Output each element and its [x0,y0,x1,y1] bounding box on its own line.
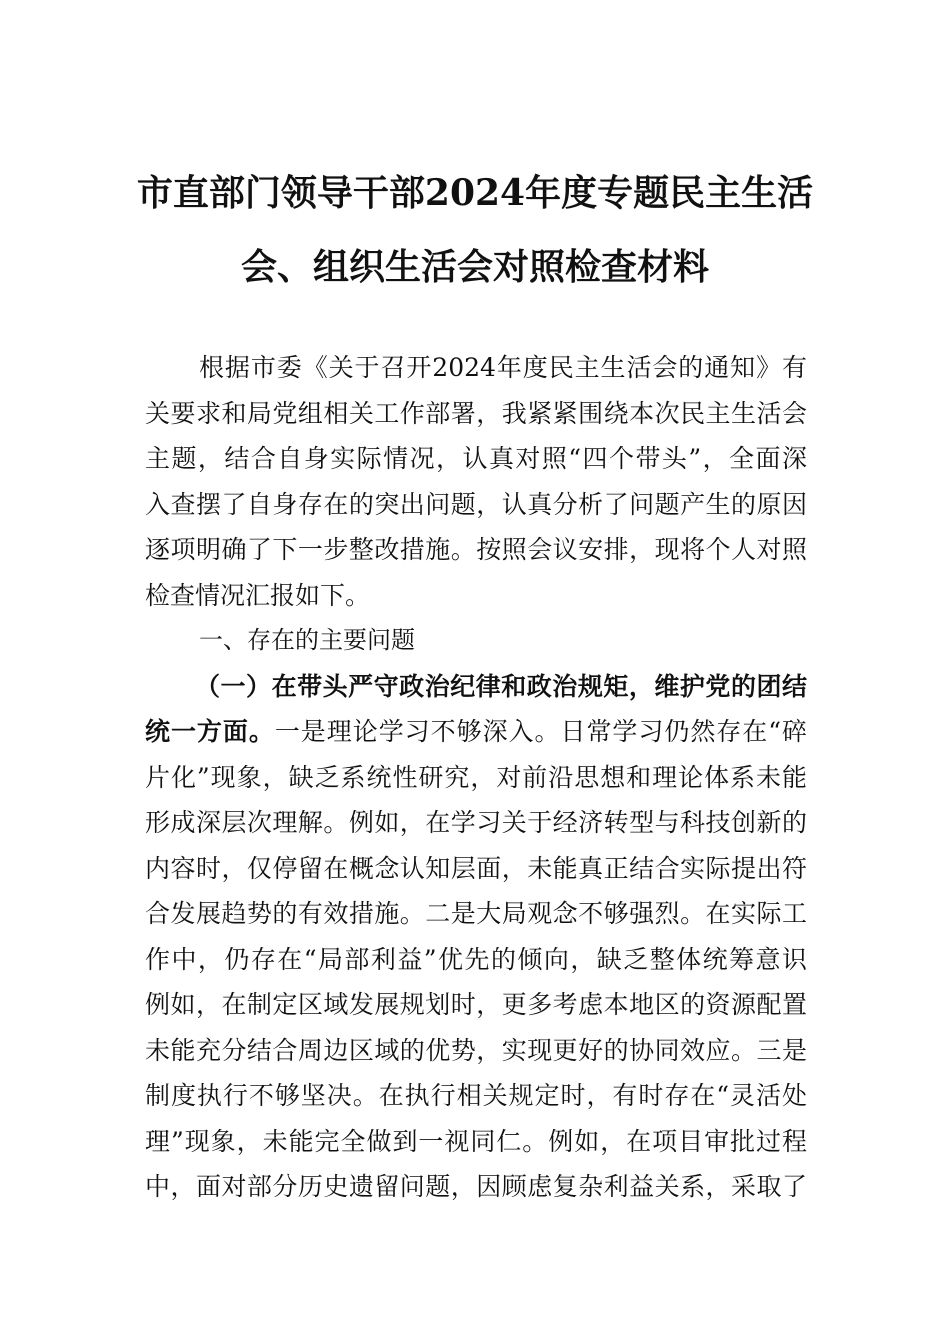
title-line-2: 会、组织生活会对照检查材料 [240,246,709,288]
intro-line: 主题，结合自身实际情况，认真对照“四个带头”，全面深 [145,444,807,473]
body-line: 内容时，仅停留在概念认知层面，未能真正结合实际提出符 [145,853,807,883]
body-line: 制度执行不够坚决。在执行相关规定时，有时存在“灵活处 [145,1081,807,1110]
intro-line: 关要求和局党组相关工作部署，我紧紧围绕本次民主生活会 [145,398,807,428]
subsection-line [145,709,807,755]
intro-line: 入查摆了自身存在的突出问题，认真分析了问题产生的原因 [145,489,807,519]
body-line: 作中，仍存在“局部利益”优先的倾向，缺乏整体统筹意识 [145,944,807,974]
intro-line: 检查情况汇报如下。 [145,580,371,610]
subsection-heading-tail: 统一方面。 [145,717,275,746]
section-heading: 一、存在的主要问题 [199,626,415,654]
intro-line: 逐项明确了下一步整改措施。按照会议安排，现将个人对照 [145,535,807,564]
subsection-heading: （一）在带头严守政治纪律和政治规矩，维护党的团结 [195,671,807,701]
body-line: 例如，在制定区域发展规划时，更多考虑本地区的资源配置 [145,990,807,1019]
intro-line: 根据市委《关于召开2024年度民主生活会的通知》有 [199,353,807,382]
subsection-line-text: 一是理论学习不够深入。日常学习仍然存在“碎 [274,717,807,746]
body-line: 片化”现象，缺乏系统性研究，对前沿思想和理论体系未能 [145,762,807,792]
body-line: 理”现象，未能完全做到一视同仁。例如，在项目审批过程 [145,1126,807,1156]
body-line: 中，面对部分历史遗留问题，因顾虑复杂利益关系，采取了 [145,1172,807,1201]
title-line-1: 市直部门领导干部2024年度专题民主生活 [136,172,814,214]
document-body [145,345,807,1210]
body-line: 合发展趋势的有效措施。二是大局观念不够强烈。在实际工 [145,899,807,928]
document-title [120,156,830,304]
body-line: 形成深层次理解。例如，在学习关于经济转型与科技创新的 [145,808,807,837]
body-line: 未能充分结合周边区域的优势，实现更好的协同效应。三是 [145,1035,807,1065]
